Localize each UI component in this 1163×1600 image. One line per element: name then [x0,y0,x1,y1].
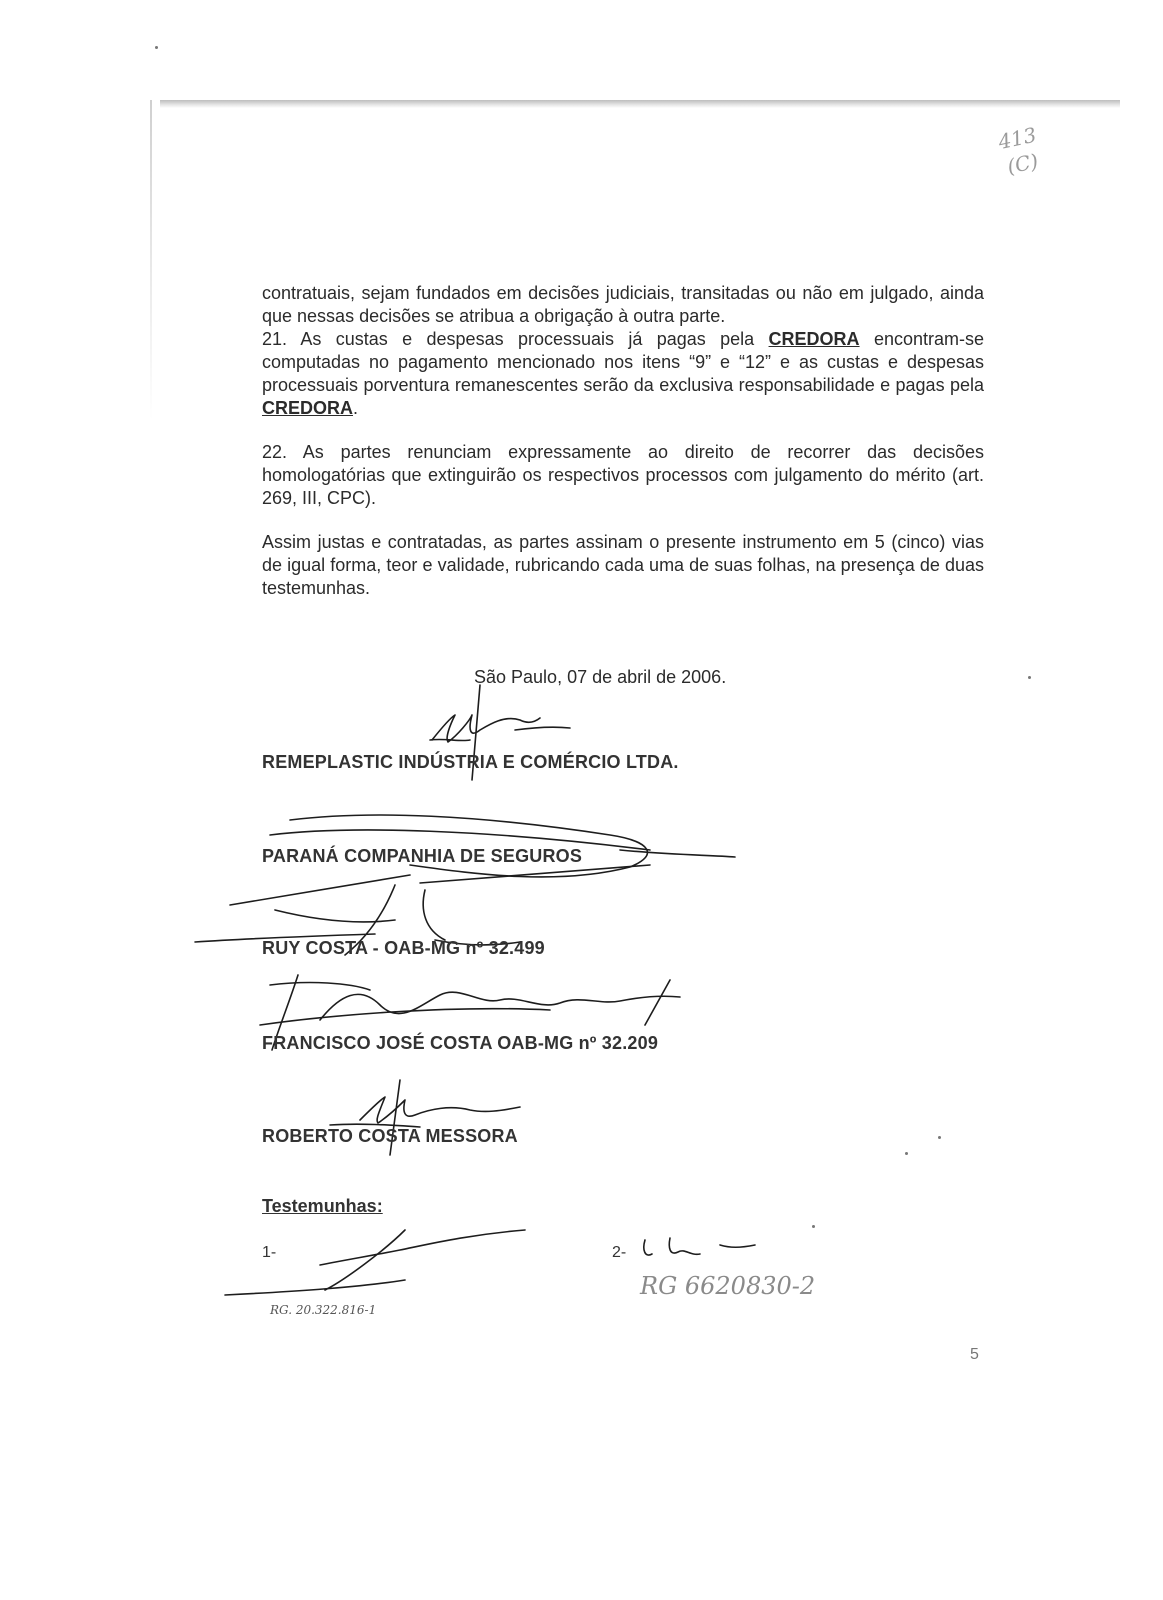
party-roberto: ROBERTO COSTA MESSORA [262,1126,518,1146]
folio-stamp: 413 (C) [996,122,1041,179]
witness-2-rg: RG 6620830-2 [640,1272,816,1300]
party-parana: PARANÁ COMPANHIA DE SEGUROS [262,846,583,866]
witnesses-title: Testemunhas: [262,1196,383,1216]
paragraph-21: 21. As custas e despesas processuais já pagas pela CREDORA encontram-se computadas no pagamento mencionado nos itens “9” e “12” e as custas e despesas processuais porventura remanescentes serão da exclusiva responsabilidade e pagas pela CREDORA. [262,329,984,418]
signature-remeplastic [410,680,580,790]
page-number: 5 [970,1346,979,1363]
credora-term: CREDORA [768,329,860,349]
paragraph-continuation: contratuais, sejam fundados em decisões judiciais, transitadas ou não em julgado, ainda que nessas decisões se atribua a obrigação à outra parte. [262,283,984,326]
paragraph-22: 22. As partes renunciam expressamente ao direito de recorrer das decisões homologatórias que extinguirão os respectivos processos com julgamento do mérito (art. 269, III, CPC). [262,442,984,508]
witness-1-rg: RG. 20.322.816-1 [270,1303,377,1317]
signature-witness-1 [225,1220,545,1300]
signature-witness-2 [630,1230,770,1270]
date-line: São Paulo, 07 de abril de 2006. [474,667,727,687]
scan-speck [812,1225,815,1228]
scan-speck [1028,676,1031,679]
party-ruy-costa: RUY COSTA - OAB-MG nº 32.499 [262,938,545,958]
party-francisco: FRANCISCO JOSÉ COSTA OAB-MG nº 32.209 [262,1033,659,1053]
party-remeplastic: REMEPLASTIC INDÚSTRIA E COMÉRCIO LTDA. [262,752,679,772]
scan-speck [905,1152,908,1155]
closing-paragraph: Assim justas e contratadas, as partes assinam o presente instrumento em 5 (cinco) vias de igual forma, teor e validade, rubricando cada uma de suas folhas, na presença de duas testemunhas. [262,532,984,598]
scan-speck [155,46,158,49]
credora-term: CREDORA [262,398,354,418]
witness-2-label: 2- [612,1244,627,1261]
scan-speck [938,1136,941,1139]
scan-top-edge [160,100,1120,108]
signature-roberto [320,1075,550,1165]
contract-body [262,282,984,600]
scan-left-edge [150,100,152,420]
witness-1-label: 1- [262,1244,277,1261]
